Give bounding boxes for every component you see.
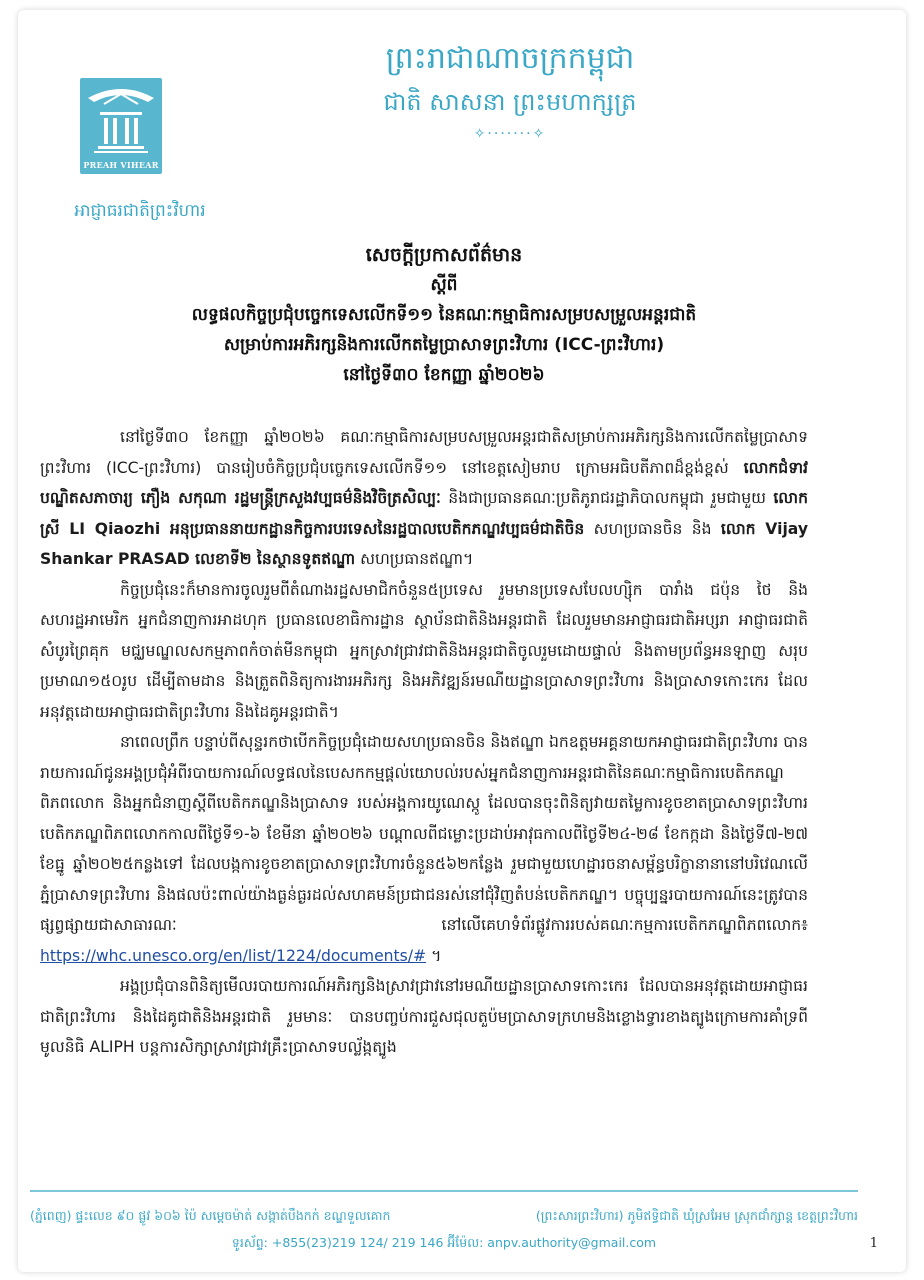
paragraph-4: អង្គប្រជុំបានពិនិត្យមើលរបាយការណ៍អភិរក្សនិងស្រាវជ្រាវនៅរមណីយដ្ឋានប្រាសាទកោះកេរ ដែលបានអនុវត្តដោយអាជ្ញាធរជាតិព្រះវិហារ និងដៃគូជាតិនិងអន្តរជាតិ រួមមានៈ បានបញ្ចប់ការជួសជុលតួប៉មប្រាសាទក្រហមនិងខ្លោងទ្វារខាងត្បូងក្រោមការគាំទ្រពីមូលនិធិ ALIPH បន្តការសិក្សាស្រាវជ្រាវគ្រឹះប្រាសាទបល្ល័ង្កត្បូង [40,977,808,1056]
p1-china-cochair: លោកស្រី LI Qiaozhi អនុប្រធាននាយកដ្ឋានកិច្ចការបរទេសនៃរដ្ឋបាលបេតិកភណ្ឌវប្បធម៌ជាតិចិន [40,489,809,538]
title-line-5: នៅថ្ងៃទី៣០ ខែកញ្ញា ឆ្នាំ២០២៦ [343,365,545,385]
page-number: 1 [869,1236,878,1251]
title-line-3: លទ្ធផលកិច្ចប្រជុំបច្ចេកទេសលើកទី១១ នៃគណៈកម្មាធិការសម្របសម្រួលអន្តរជាតិ [191,305,697,325]
unesco-documents-link[interactable]: https://whc.unesco.org/en/list/1224/documents/# [40,946,427,965]
logo-text: PREAH VIHEAR [83,160,159,170]
p1-text-c: និងជាប្រធានគណៈប្រតិភូរាជរដ្ឋាភិបាលកម្ពុជា រួមជាមួយ [440,489,774,507]
p1-text-g: សហប្រធានឥណ្ឌា។ [355,550,474,568]
header-ornament: ✧·······✧ [473,126,547,142]
p3-text-b: ។ [426,946,442,965]
footer-address-preah-vihear: (ព្រះសារព្រះវិហារ) ភូមិឥទ្ធិជាតិ ឃុំស្រអែម ស្រុកជាំក្សាន្ត ខេត្តព្រះវិហារ [535,1208,858,1223]
preah-vihear-logo [80,78,162,174]
p1-text-e: សហប្រធានចិន និង [584,519,721,538]
footer [30,1208,858,1254]
paragraph-3 [40,727,808,971]
press-release-title [40,240,848,390]
authority-name: អាជ្ញាធរជាតិព្រះវិហារ [74,201,206,221]
p1-text-a: នៅថ្ងៃទី៣០ ខែកញ្ញា ឆ្នាំ២០២៦ គណៈកម្មាធិការសម្របសម្រួលអន្តរជាតិសម្រាប់ការអភិរក្សនិងការលើកតម្លៃប្រាសាទព្រះវិហារ (ICC-ព្រះវិហារ) បានរៀបចំកិច្ចប្រជុំបច្ចេកទេសលើកទី១១ នៅខេត្តសៀមរាប ក្រោមអធិបតីភាពដ៏ខ្ពង់ខ្ពស់ [40,428,808,477]
title-line-4: សម្រាប់ការអភិរក្សនិងការលើកតម្លៃប្រាសាទព្រះវិហារ (ICC-ព្រះវិហារ) [223,335,665,355]
national-motto: ជាតិ សាសនា ព្រះមហាក្សត្រ [383,88,637,116]
kingdom-name: ព្រះរាជាណាចក្រកម្ពុជា [385,41,635,76]
paragraph-1 [40,422,808,575]
kingdom-header [300,38,720,142]
title-line-2: ស្តីពី [430,275,458,295]
title-line-1: សេចក្តីប្រកាសព័ត៌មាន [365,244,523,266]
footer-address-phnom-penh: (ភ្នំពេញ) ផ្ទះលេខ ៩០ ផ្លូវ ៦០៦ ប៉ៃ សម្តេចម៉ាត់ សង្កាត់បឹងកក់ ខណ្ឌទួលគោក [30,1208,391,1223]
footer-contact: ទូរស័ព្ទ: +855(23)219 124/ 219 146 អ៊ីម៉ែល: anpv.authority@gmail.com [231,1235,657,1250]
paragraph-2: កិច្ចប្រជុំនេះក៏មានការចូលរួមពីតំណាងរដ្ឋសមាជិកចំនួន៥ប្រទេស រួមមានប្រទេសបែលហ្ស៊ិក បារាំង ជប៉ុន ថៃ និងសហរដ្ឋអាមេរិក អ្នកជំនាញការអាដហុក ប្រធានលេខាធិការដ្ឋាន ស្ថាប័នជាតិនិងអន្តរជាតិ ដែលរួមមានអាជ្ញាធរជាតិអប្សរា អាជ្ញាធរជាតិសំបូរព្រៃគុក មជ្ឈមណ្ឌលសកម្មភាពកំចាត់មីនកម្ពុជា អ្នកស្រាវជ្រាវជាតិនិងអន្តរជាតិចូលរួមដោយផ្ទាល់ និងតាមប្រព័ន្ធអនឡាញ សរុបប្រមាណ១៥០រូប ដើម្បីតាមដាន និងត្រួតពិនិត្យការងារអភិរក្ស និងអភិវឌ្ឍន៍រមណីយដ្ឋានប្រាសាទព្រះវិហារ និងប្រាសាទកោះកេរ ដែលអនុវត្តដោយអាជ្ញាធរជាតិព្រះវិហារ និងដៃគូអន្តរជាតិ។ [40,580,808,721]
body-text [40,422,808,1063]
footer-divider [30,1190,858,1192]
p3-text-a: នាពេលព្រឹក បន្ទាប់ពីសុន្ទរកថាបើកកិច្ចប្រជុំដោយសហប្រធានចិន និងឥណ្ឌា ឯកឧត្តមអគ្គនាយកអាជ្ញាធរជាតិព្រះវិហារ បានរាយការណ៍ជូនអង្គប្រជុំអំពីរបាយការណ៍លទ្ធផលនៃបេសកកម្មផ្តល់យោបល់របស់អ្នកជំនាញការអន្តរជាតិនៃគណៈកម្មាធិការបេតិកភណ្ឌពិភពលោក និងអ្នកជំនាញស្តីពីបេតិកភណ្ឌនិងប្រាសាទ របស់អង្គការយូណេស្កូ ដែលបានចុះពិនិត្យវាយតម្លៃការខូចខាតប្រាសាទព្រះវិហារបេតិកភណ្ឌពិភពលោកកាលពីថ្ងៃទី១-៦ ខែមីនា ឆ្នាំ២០២៦ បណ្តាលពីជម្លោះប្រដាប់អាវុធកាលពីថ្ងៃទី២៤-២៨ ខែកក្កដា និងថ្ងៃទី៧-២៧ ខែធ្នូ ឆ្នាំ២០២៥កន្លងទៅ ដែលបង្កការខូចខាតប្រាសាទព្រះវិហារចំនួន៥៦២កន្លែង រួមជាមួយហេដ្ឋារចនាសម្ព័ន្ធបរិក្ខានានានៅបរិវេណលើភ្នំប្រាសាទព្រះវិហារ និងផលប៉ះពាល់យ៉ាងធ្ងន់ធ្ងរដល់សហគមន៍ប្រជាជនរស់នៅជុំវិញតំបន់បេតិកភណ្ឌ។ បច្ចុប្បន្នរបាយការណ៍នេះត្រូវបានផ្សព្វផ្សាយជាសាធារណៈ នៅលើគេហទំព័រផ្លូវការរបស់គណៈកម្មការបេតិកភណ្ឌពិភពលោក៖ [40,733,808,934]
p1-minister-name: លោកជំទាវបណ្ឌិតសភាចារ្យ ភឿង សកុណា រដ្ឋមន្ត្រីក្រសួងវប្បធម៌និងវិចិត្រសិល្បៈ [40,458,808,507]
p1-india-cochair: លោក Vijay Shankar PRASAD លេខាទី២ នៃស្ថានទូតឥណ្ឌា [40,519,809,568]
